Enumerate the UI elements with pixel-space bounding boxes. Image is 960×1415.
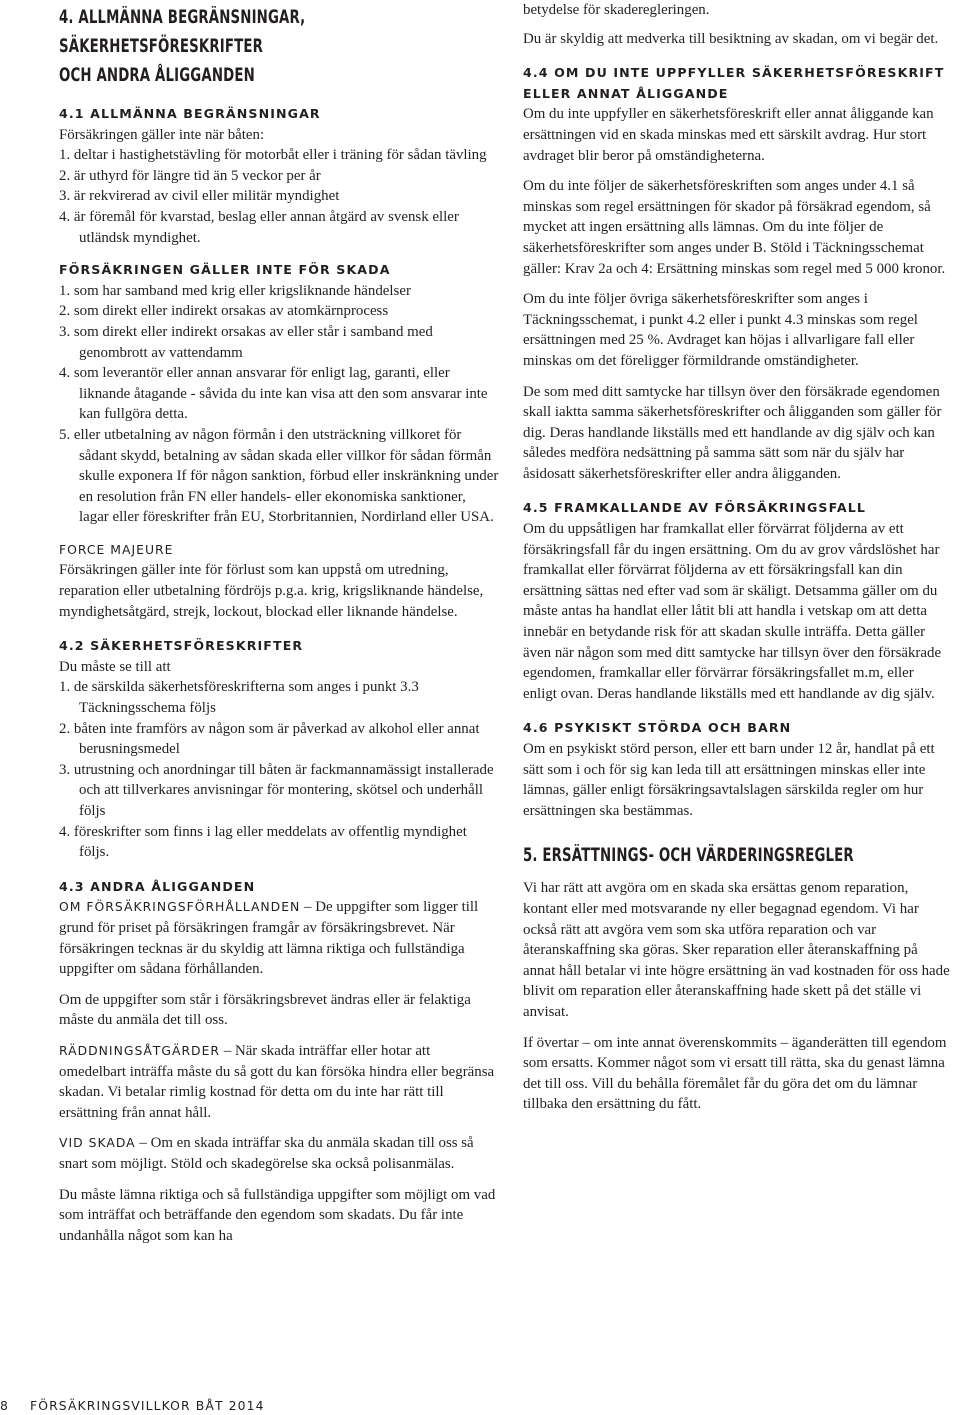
not-covered-title: FÖRSÄKRINGEN GÄLLER INTE FÖR SKADA <box>59 262 391 278</box>
list-item: 3. är rekvirerad av civil eller militär myndighet <box>59 188 340 205</box>
lead-in: VID SKADA <box>59 1135 136 1151</box>
lead-in: RÄDDNINGSÅTGÄRDER <box>59 1042 221 1058</box>
section-5-p1: Vi har rätt att avgöra om en skada ska ersättas genom reparation, kontant eller med motsvarande ny eller begagnad egendom. Vi har också rätt att avgöra vem som ska utföra reparation och var återanskaffning ska göras. Sker reparation eller återanskaffning på annat håll betalar vi inte högre ersättning än vad kostnaden för oss hade blivit om reparation eller återanskaffning hade skett på det ställe vi anvisat. <box>523 880 950 1020</box>
list-item: 3. som direkt eller indirekt orsakas av eller står i samband med genombrott av vattendamm <box>59 323 433 361</box>
inspection-text: Du är skyldig att medverka till besiktning av skadan, om vi begär det. <box>523 30 939 47</box>
section-4-3-title: 4.3 ANDRA ÅLIGGANDEN <box>59 878 256 894</box>
page-number: 8 <box>0 1398 9 1413</box>
section-4-6-title: 4.6 PSYKISKT STÖRDA OCH BARN <box>523 720 792 736</box>
list-item: 2. båten inte framförs av någon som är påverkad av alkohol eller annat berusningsmedel <box>59 720 480 758</box>
list-item: 2. är uthyrd för längre tid än 5 veckor per år <box>59 167 321 184</box>
section-5-title: 5. ERSÄTTNINGS- OCH VÄRDERINGSREGLER <box>523 845 854 867</box>
section-4-title-line-1: 4. ALLMÄNNA BEGRÄNSNINGAR, SÄKERHETSFÖRESKRIFTER <box>59 7 306 57</box>
section-4-4-title: 4.4 OM DU INTE UPPFYLLER SÄKERHETSFÖRESKRIFT ELLER ANNAT ÅLIGGANDE <box>523 65 945 101</box>
section-4-3-p1: OM FÖRSÄKRINGSFÖRHÅLLANDEN – De uppgifter som ligger till grund för priset på försäkringen framgår av försäkringsbrevet. När försäkringen tecknas är du skyldig att lämna riktiga och fullständiga uppgifter om sådana förhållanden. <box>59 899 479 978</box>
right-column <box>523 0 951 1115</box>
continued-text: betydelse för skaderegleringen. <box>523 2 710 18</box>
section-4-1-intro: Försäkringen gäller inte när båten: <box>59 126 265 143</box>
force-majeure-text: Försäkringen gäller inte för förlust som kan uppstå om utredning, reparation eller utbetalning fördröjs p.g.a. krig, krigsliknande händelse, myndighetsåtgärd, strejk, lockout, blockad eller liknande händelse. <box>59 562 484 620</box>
list-item: 4. föreskrifter som finns i lag eller meddelats av offentlig myndighet följs. <box>59 823 467 861</box>
section-4-5-text: Om du uppsåtligen har framkallat eller förvärrat följderna av ett försäkringsfall får du ingen ersättning. Om du av grov vårdslöshet har framkallat eller förvärrat följderna av ett försäkringsfall kan din ersättning sättas ned efter vad som är skäligt. Detsamma gäller om du måste antas ha handlat eller låtit bli att handla i vetskap om att detta innebär en betydande risk för att skadan skulle inträffa. Detta gäller även när någon som med ditt samtycke har tillsyn över den försäkrade egendomen, framkallar eller förvärrar försäkringsfallet m.m, eller enligt ovan. Deras handlande likställs med ett handlande av dig själv. <box>523 521 942 702</box>
section-4-title-line-2: OCH ANDRA ÅLIGGANDEN <box>59 65 255 86</box>
section-4-4-p3: Om du inte följer övriga säkerhetsföreskrifter som anges i Täckningsschemat, i punkt 4.2 eller i punkt 4.3 minskas som regel ersättningen med 25 %. Avdraget kan höjas i allvarligare fall eller minskas om det föreligger förmildrande omständigheter. <box>523 291 918 369</box>
on-damage-text: VID SKADA – Om en skada inträffar ska du anmäla skadan till oss så snart som möjligt. Stöld och skadegörelse ska också polisanmälas. <box>59 1135 474 1172</box>
document-title: FÖRSÄKRINGSVILLKOR BÅT 2014 <box>30 1398 265 1413</box>
section-4-1-title: 4.1 ALLMÄNNA BEGRÄNSNINGAR <box>59 106 321 121</box>
list-item: 1. som har samband med krig eller krigsliknande händelser <box>59 282 411 299</box>
section-4-2-title: 4.2 SÄKERHETSFÖRESKRIFTER <box>59 638 304 654</box>
list-item: 2. som direkt eller indirekt orsakas av atomkärnprocess <box>59 303 389 320</box>
force-majeure-title: FORCE MAJEURE <box>59 541 174 557</box>
section-4-3-p2: Om de uppgifter som står i försäkringsbrevet ändras eller är felaktiga måste du anmäla det till oss. <box>59 991 471 1029</box>
section-4-4-p4: De som med ditt samtycke har tillsyn över den försäkrade egendomen skall iaktta samma säkerhetsföreskrifter och åligganden som gäller för dig. Deras handlande likställs med ett handlande av dig själv och kan således medföra nedsättning på samma sätt som när du själv har åsidosatt säkerhetsföreskrifter eller andra åligganden. <box>523 383 942 482</box>
left-last-paragraph: Du måste lämna riktiga och så fullständiga uppgifter som möjligt om vad som inträffat och beträffande den egendom som skadats. Du får inte undanhålla något som kan ha <box>59 1186 496 1244</box>
list-item: 4. som leverantör eller annan ansvarar för enligt lag, garanti, eller liknande åtagande - såvida du inte kan visa att den som ansvarar inte kan fullgöra detta. <box>59 365 488 423</box>
page-footer <box>0 1398 265 1413</box>
section-4-5-title: 4.5 FRAMKALLANDE AV FÖRSÄKRINGSFALL <box>523 500 866 516</box>
list-item: 3. utrustning och anordningar till båten är fackmannamässigt installerade och att tillverkares anvisningar för montering, skötsel och underhåll följs <box>59 761 494 819</box>
left-column <box>59 0 499 1246</box>
lead-in: OM FÖRSÄKRINGSFÖRHÅLLANDEN <box>59 899 301 915</box>
section-4-title <box>59 3 503 90</box>
section-4-6-text: Om en psykiskt störd person, eller ett barn under 12 år, handlat på ett sätt som i och för sig kan leda till att ersättningen minskas eller inte lämnas, gäller enligt försäkringsavtalslagen särskilda regler om hur ersättningen ska bestämmas. <box>523 741 935 819</box>
list-item: 5. eller utbetalning av någon förmån i den utsträckning villkoret för sådant skydd, betalning av sådan skada eller villkor för sådan förmån skulle exponera If för någon sanktion, förbud eller inskränkning under en resolution från FN eller handels- eller ekonomiska sanktioner, lagar eller föreskrifter från EU, Storbritannien, Nordirland eller USA. <box>59 426 499 526</box>
list-item: 1. deltar i hastighetstävling för motorbåt eller i träning för sådan tävling <box>59 147 487 164</box>
list-item: 4. är föremål för kvarstad, beslag eller annan åtgärd av svensk eller utländsk myndighet. <box>59 208 459 246</box>
section-4-4-p1: Om du inte uppfyller en säkerhetsföreskrift eller annat åliggande kan ersättningen vid en skada minskas med ett särskilt avdrag. Hur stort avdraget blir beror på omständigheterna. <box>523 106 934 164</box>
section-4-4-p2: Om du inte följer de säkerhetsföreskriften som anges under 4.1 så minskas som regel ersättningen för skador på försäkrad egendom, så mycket att ingen ersättning alls lämnas. Om du inte följer de säkerhetsföreskrifter som anges under B. Stöld i Täckningsschemat gäller: Krav 2a och 4: Ersättning minskas som regel med 5 000 kronor. <box>523 178 946 277</box>
section-4-2-intro: Du måste se till att <box>59 658 171 675</box>
list-item: 1. de särskilda säkerhetsföreskrifterna som anges i punkt 3.3 Täckningsschema följs <box>59 679 419 717</box>
section-5-p2: If övertar – om inte annat överenskommits – äganderätten till egendom som ersatts. Kommer något som vi ersatt till rätta, ska du genast lämna det till oss. Vill du behålla föremålet får du göra det om du lämnar tillbaka den ersättning du fått. <box>523 1034 947 1113</box>
rescue-measures-text: RÄDDNINGSÅTGÄRDER – När skada inträffar eller hotar att omedelbart inträffa måste du så gott du kan försöka hindra eller begränsa skadan. Vi betalar rimlig kostnad för detta om du inte har rätt till ersättning från annat håll. <box>59 1042 495 1121</box>
